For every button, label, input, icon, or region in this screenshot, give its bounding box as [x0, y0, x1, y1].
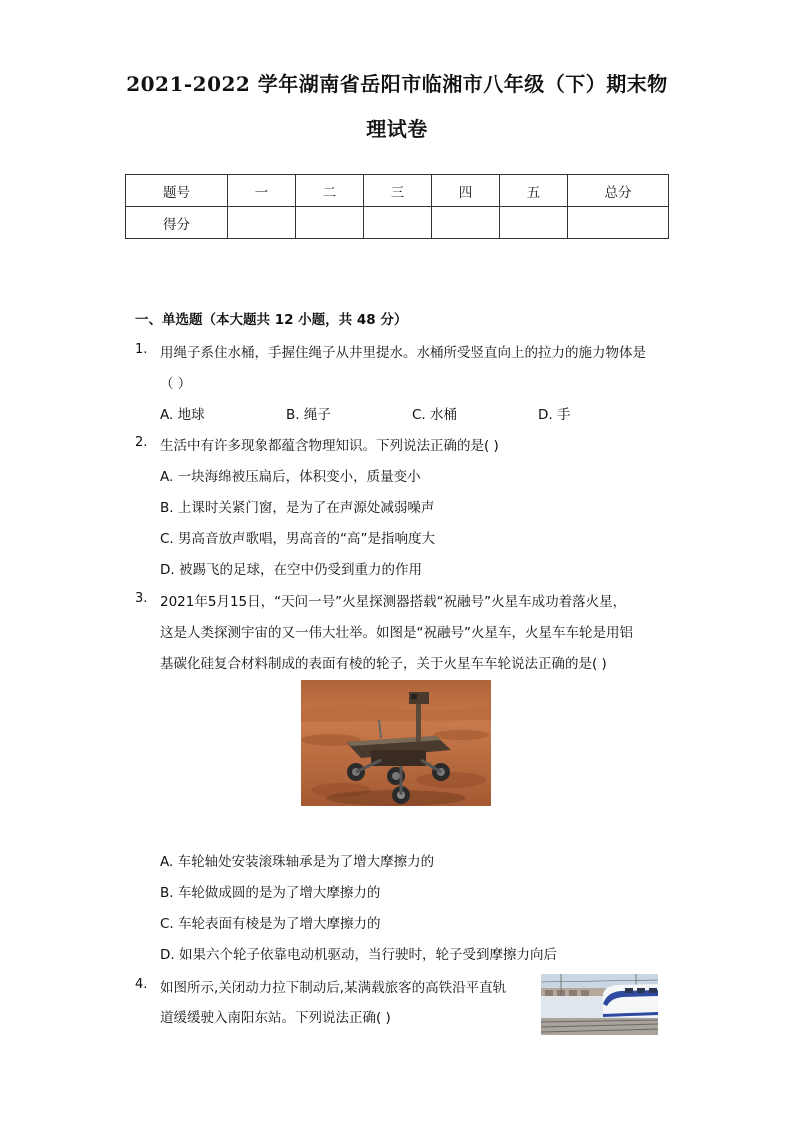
- option-a: A. 一块海绵被压扁后，体积变小，质量变小: [160, 469, 421, 485]
- option-d: D. 手: [538, 407, 571, 423]
- table-cell: 题号: [126, 175, 228, 207]
- mars-rover-image: [301, 680, 491, 806]
- score-cell: [500, 207, 568, 239]
- high-speed-train-illustration: [541, 974, 658, 1035]
- option-b: B. 车轮做成圆的是为了增大摩擦力的: [160, 885, 381, 901]
- option-b: B. 绳子: [286, 407, 331, 423]
- exam-title-line2: 理试卷: [366, 117, 428, 141]
- table-cell: 得分: [126, 207, 228, 239]
- score-table-score-row: [126, 207, 669, 239]
- table-cell: 五: [500, 175, 568, 207]
- option-d: D. 被踢飞的足球，在空中仍受到重力的作用: [160, 562, 422, 578]
- score-cell: [568, 207, 669, 239]
- table-cell: 三: [364, 175, 432, 207]
- high-speed-train-image: [541, 974, 658, 1035]
- option-a: A. 车轮轴处安装滚珠轴承是为了增大摩擦力的: [160, 854, 435, 870]
- score-cell: [228, 207, 296, 239]
- table-cell: 二: [296, 175, 364, 207]
- score-cell: [364, 207, 432, 239]
- table-cell: 总分: [568, 175, 669, 207]
- score-table-header-row: [126, 175, 669, 207]
- option-d: D. 如果六个轮子依靠电动机驱动，当行驶时，轮子受到摩擦力向后: [160, 947, 557, 963]
- exam-title-line1: 2021-2022 学年湖南省岳阳市临湘市八年级（下）期末物: [126, 72, 668, 96]
- table-cell: 一: [228, 175, 296, 207]
- question-stem: 基碳化硅复合材料制成的表面有棱的轮子，关于火星车车轮说法正确的是( ): [160, 656, 607, 672]
- question-stem: （ ）: [160, 376, 192, 392]
- score-cell: [296, 207, 364, 239]
- question-stem: 生活中有许多现象都蕴含物理知识。下列说法正确的是( ): [160, 438, 499, 454]
- question-stem: 用绳子系住水桶，手握住绳子从井里提水。水桶所受竖直向上的拉力的施力物体是: [160, 345, 646, 361]
- mars-rover-illustration: [301, 680, 491, 806]
- question-number: 2.: [135, 435, 148, 450]
- question-number: 4.: [135, 977, 148, 992]
- question-stem: 道缓缓驶入南阳东站。下列说法正确( ): [160, 1010, 391, 1026]
- option-c: C. 男高音放声歌唱，男高音的“高”是指响度大: [160, 531, 435, 547]
- question-number: 1.: [135, 342, 148, 357]
- question-stem: 这是人类探测宇宙的又一伟大壮举。如图是“祝融号”火星车，火星车车轮是用铝: [160, 625, 633, 641]
- question-stem: 2021年5月15日，“天问一号”火星探测器搭载“祝融号”火星车成功着落火星，: [160, 594, 627, 610]
- section-title: 一、单选题（本大题共 12 小题，共 48 分）: [135, 312, 408, 328]
- question-stem: 如图所示,关闭动力拉下制动后,某满载旅客的高铁沿平直轨: [160, 980, 507, 996]
- option-c: C. 车轮表面有棱是为了增大摩擦力的: [160, 916, 381, 932]
- score-table: [125, 174, 669, 239]
- score-cell: [432, 207, 500, 239]
- option-c: C. 水桶: [412, 407, 458, 423]
- table-cell: 四: [432, 175, 500, 207]
- option-a: A. 地球: [160, 407, 205, 423]
- option-b: B. 上课时关紧门窗，是为了在声源处减弱噪声: [160, 500, 435, 516]
- question-number: 3.: [135, 591, 148, 606]
